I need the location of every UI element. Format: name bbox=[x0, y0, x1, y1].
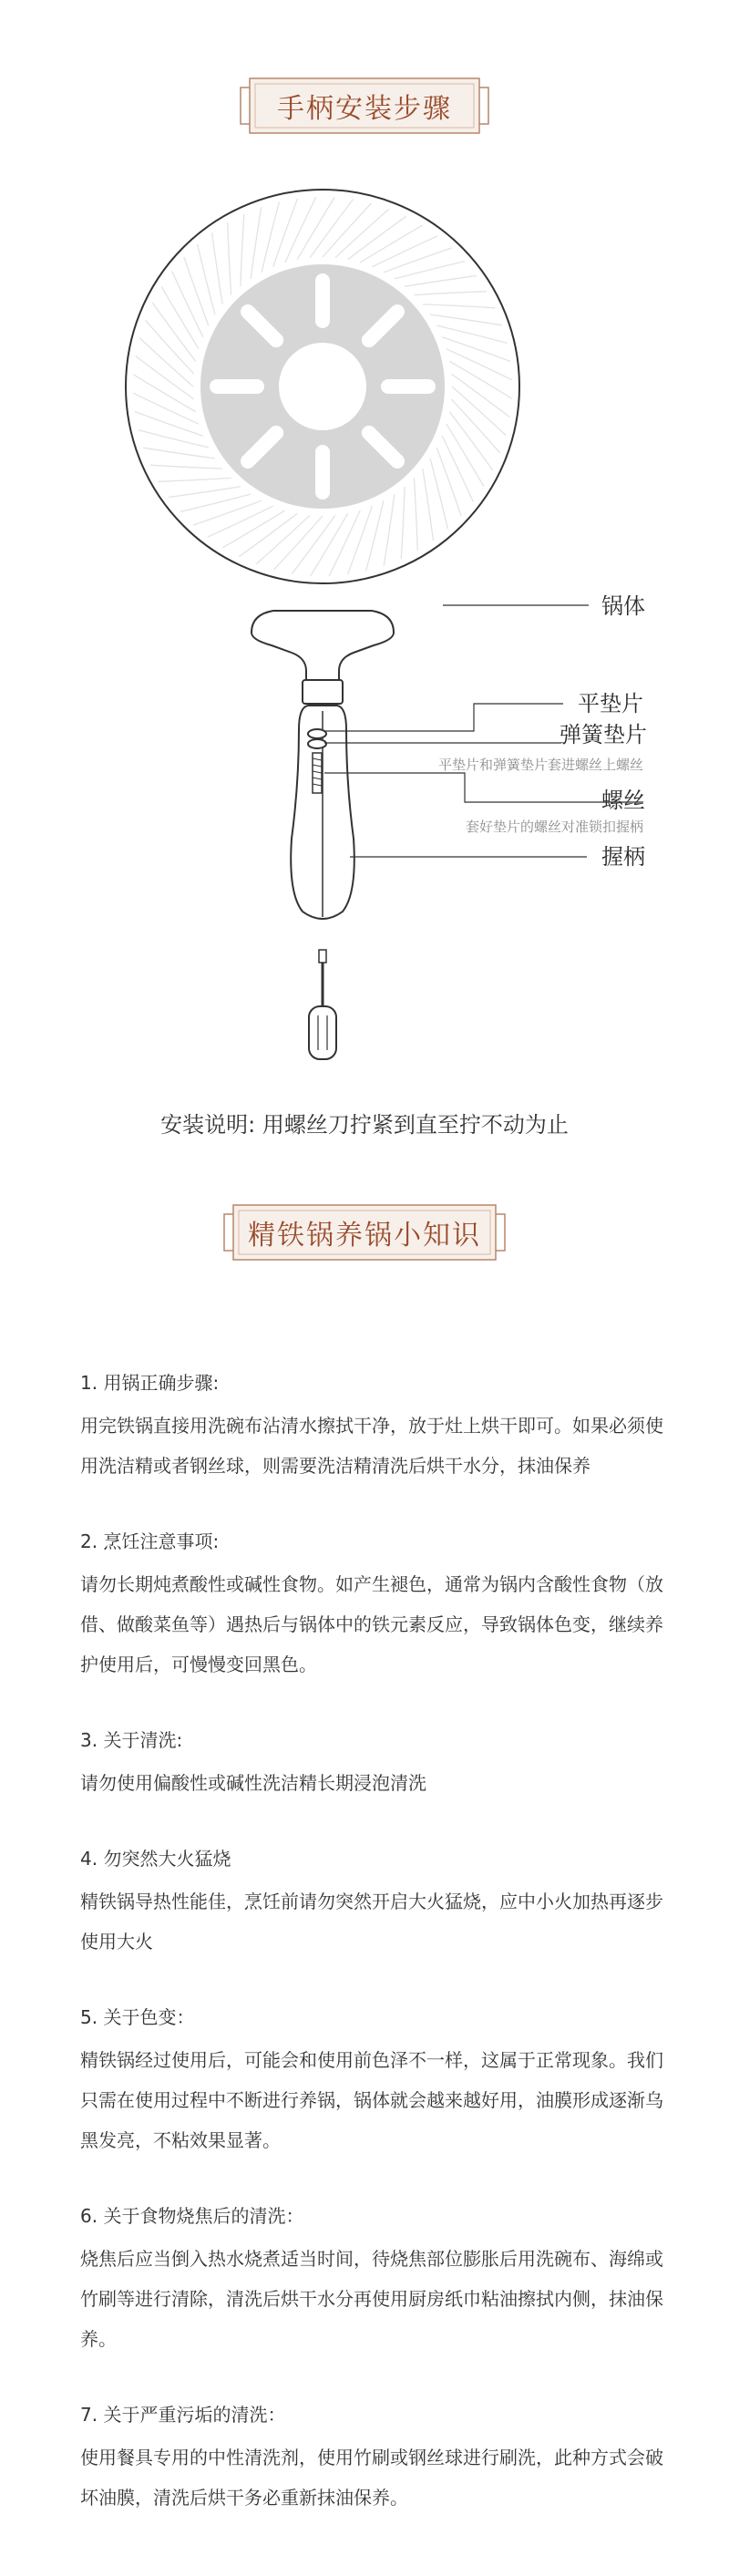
pan-body-icon bbox=[126, 190, 519, 583]
label-flat-washer: 平垫片 bbox=[578, 691, 643, 716]
tip-item bbox=[80, 1843, 663, 1962]
tip-title: 6. 关于食物烧焦后的清洗： bbox=[80, 2205, 304, 2227]
screwdriver-icon bbox=[309, 950, 336, 1059]
section-title-badge bbox=[237, 75, 492, 137]
tip-body: 精铁锅导热性能佳，烹饪前请勿突然开启大火猛烧，应中小火加热再逐步使用大火 bbox=[80, 1891, 663, 1953]
pan-base-hub bbox=[200, 264, 445, 509]
tip-title: 2. 烹饪注意事项: bbox=[80, 1530, 220, 1552]
handle-install-diagram bbox=[0, 146, 729, 1066]
tip-body: 使用餐具专用的中性清洗剂，使用竹刷或钢丝球进行刷洗，此种方式会破坏油膜，清洗后烘干务必重新抹油保养。 bbox=[80, 2447, 663, 2509]
tip-title: 5. 关于色变： bbox=[80, 2006, 195, 2028]
pan-neck-icon bbox=[252, 611, 394, 704]
tip-title: 7. 关于严重污垢的清洗： bbox=[80, 2404, 286, 2426]
tip-title: 3. 关于清洗: bbox=[80, 1729, 183, 1751]
tip-body: 烧焦后应当倒入热水烧煮适当时间，待烧焦部位膨胀后用洗碗布、海绵或竹刷等进行清除，清洗后烘干水分再使用厨房纸巾粘油擦拭内侧，抹油保养。 bbox=[80, 2248, 663, 2350]
tip-body: 请勿长期炖煮酸性或碱性食物。如产生褪色，通常为锅内含酸性食物（放借、做酸菜鱼等）遇热后与锅体中的铁元素反应，导致锅体色变，继续养护使用后，可慢慢变回黑色。 bbox=[80, 1573, 663, 1675]
install-instruction: 安装说明: 用螺丝刀拧紧到直至拧不动为止 bbox=[160, 1112, 569, 1138]
tip-item bbox=[80, 1526, 663, 1685]
tip-item bbox=[80, 1725, 663, 1803]
tip-title: 1. 用锅正确步骤: bbox=[80, 1372, 220, 1394]
note-washers: 平垫片和弹簧垫片套进螺丝上螺丝 bbox=[437, 757, 643, 773]
label-pan-body: 锅体 bbox=[601, 593, 645, 619]
section-title-badge-2 bbox=[221, 1201, 508, 1263]
screw-icon bbox=[313, 753, 322, 793]
tip-body: 请勿使用偏酸性或碱性洗洁精长期浸泡清洗 bbox=[80, 1772, 426, 1794]
tip-body: 精铁锅经过使用后，可能会和使用前色泽不一样，这属于正常现象。我们只需在使用过程中不断进行养锅，锅体就会越来越好用，油膜形成逐渐乌黑发亮，不粘效果显著。 bbox=[80, 2049, 663, 2151]
label-spring-washer: 弹簧垫片 bbox=[560, 722, 647, 747]
section-title: 精铁锅养锅小知识 bbox=[248, 1220, 481, 1252]
label-screw: 螺丝 bbox=[601, 788, 645, 813]
tip-title: 4. 勿突然大火猛烧 bbox=[80, 1848, 231, 1870]
tip-item bbox=[80, 2002, 663, 2160]
note-screw: 套好垫片的螺丝对准锁扣握柄 bbox=[465, 819, 643, 835]
tip-item bbox=[80, 2399, 663, 2518]
tip-item bbox=[80, 2200, 663, 2359]
section-title: 手柄安装步骤 bbox=[277, 93, 452, 125]
tip-item bbox=[80, 1367, 663, 1486]
tip-body: 用完铁锅直接用洗碗布沾清水擦拭干净，放于灶上烘干即可。如果必须使用洗洁精或者钢丝球，则需要洗洁精清洗后烘干水分，抹油保养 bbox=[80, 1415, 663, 1477]
label-handle: 握柄 bbox=[601, 844, 645, 870]
care-tips-list bbox=[80, 1367, 663, 2558]
handle-grip-icon bbox=[291, 706, 354, 919]
